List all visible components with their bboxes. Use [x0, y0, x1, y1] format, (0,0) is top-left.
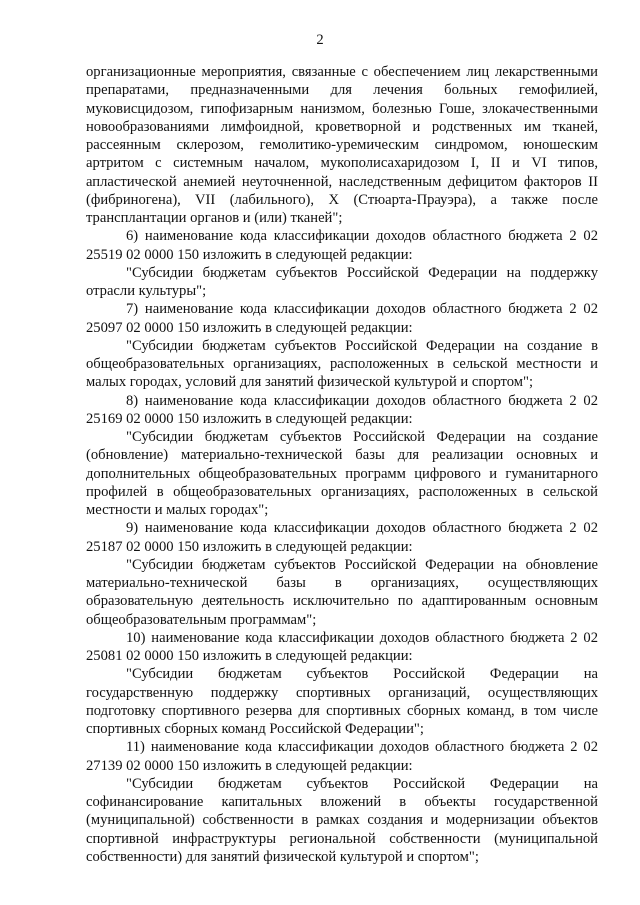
paragraph-quote-10: "Субсидии бюджетам субъектов Российской Федерации на государственную поддержку спортивных организаций, осуществляющих подготовку спортивного резерва для спортивных сборных команд, в том числе спортивных сборных команд Российской Федерации";: [86, 666, 598, 737]
paragraph-quote-8: "Субсидии бюджетам субъектов Российской Федерации на создание (обновление) материально-технической базы для реализации основных и дополнительных общеобразовательных программ цифрового и гуманитарного профилей в общеобразовательных организациях, расположенных в сельской местности и малых городах";: [86, 429, 598, 518]
page-number: 2: [316, 32, 324, 48]
paragraph-quote-6: "Субсидии бюджетам субъектов Российской Федерации на поддержку отрасли культуры";: [86, 264, 598, 299]
paragraph-quote-7: "Субсидии бюджетам субъектов Российской Федерации на создание в общеобразовательных организациях, расположенных в сельской местности и малых городах, условий для занятий физической культурой и спортом";: [86, 337, 598, 391]
paragraph-item-11: 11) наименование кода классификации доходов областного бюджета 2 02 27139 02 0000 150 изложить в следующей редакции:: [86, 739, 598, 774]
paragraph-item-8: 8) наименование кода классификации доходов областного бюджета 2 02 25169 02 0000 150 изложить в следующей редакции:: [86, 392, 598, 427]
document-body: [86, 63, 598, 866]
paragraph-continuation: организационные мероприятия, связанные с обеспечением лиц лекарственными препаратами, предназначенными для лечения больных гемофилией, муковисцидозом, гипофизарным нанизмом, болезнью Гоше, злокачественными новообразованиями лимфоидной, кроветворной и родственных им тканей, рассеянным склерозом, гемолитико-уремическим синдромом, юношеским артритом с системным началом, мукополисахаридозом I, II и VI типов, апластической анемией неуточненной, наследственным дефицитом факторов II (фибриногена), VII (лабильного), X (Стюарта-Прауэра), а также после трансплантации органов и (или) тканей";: [86, 64, 598, 226]
paragraph-quote-9: "Субсидии бюджетам субъектов Российской Федерации на обновление материально-технической базы в организациях, осуществляющих образовательную деятельность исключительно по адаптированным основным общеобразовательным программам";: [86, 556, 598, 628]
paragraph-item-6: 6) наименование кода классификации доходов областного бюджета 2 02 25519 02 0000 150 изложить в следующей редакции:: [86, 228, 598, 263]
paragraph-item-7: 7) наименование кода классификации доходов областного бюджета 2 02 25097 02 0000 150 изложить в следующей редакции:: [86, 301, 598, 336]
paragraph-item-9: 9) наименование кода классификации доходов областного бюджета 2 02 25187 02 0000 150 изложить в следующей редакции:: [86, 520, 598, 555]
paragraph-item-10: 10) наименование кода классификации доходов областного бюджета 2 02 25081 02 0000 150 изложить в следующей редакции:: [86, 629, 598, 664]
paragraph-quote-11: "Субсидии бюджетам субъектов Российской Федерации на софинансирование капитальных вложений в объекты государственной (муниципальной) собственности в рамках создания и модернизации объектов спортивной инфраструктуры региональной собственности (муниципальной собственности) для занятий физической культурой и спортом";: [86, 775, 598, 865]
